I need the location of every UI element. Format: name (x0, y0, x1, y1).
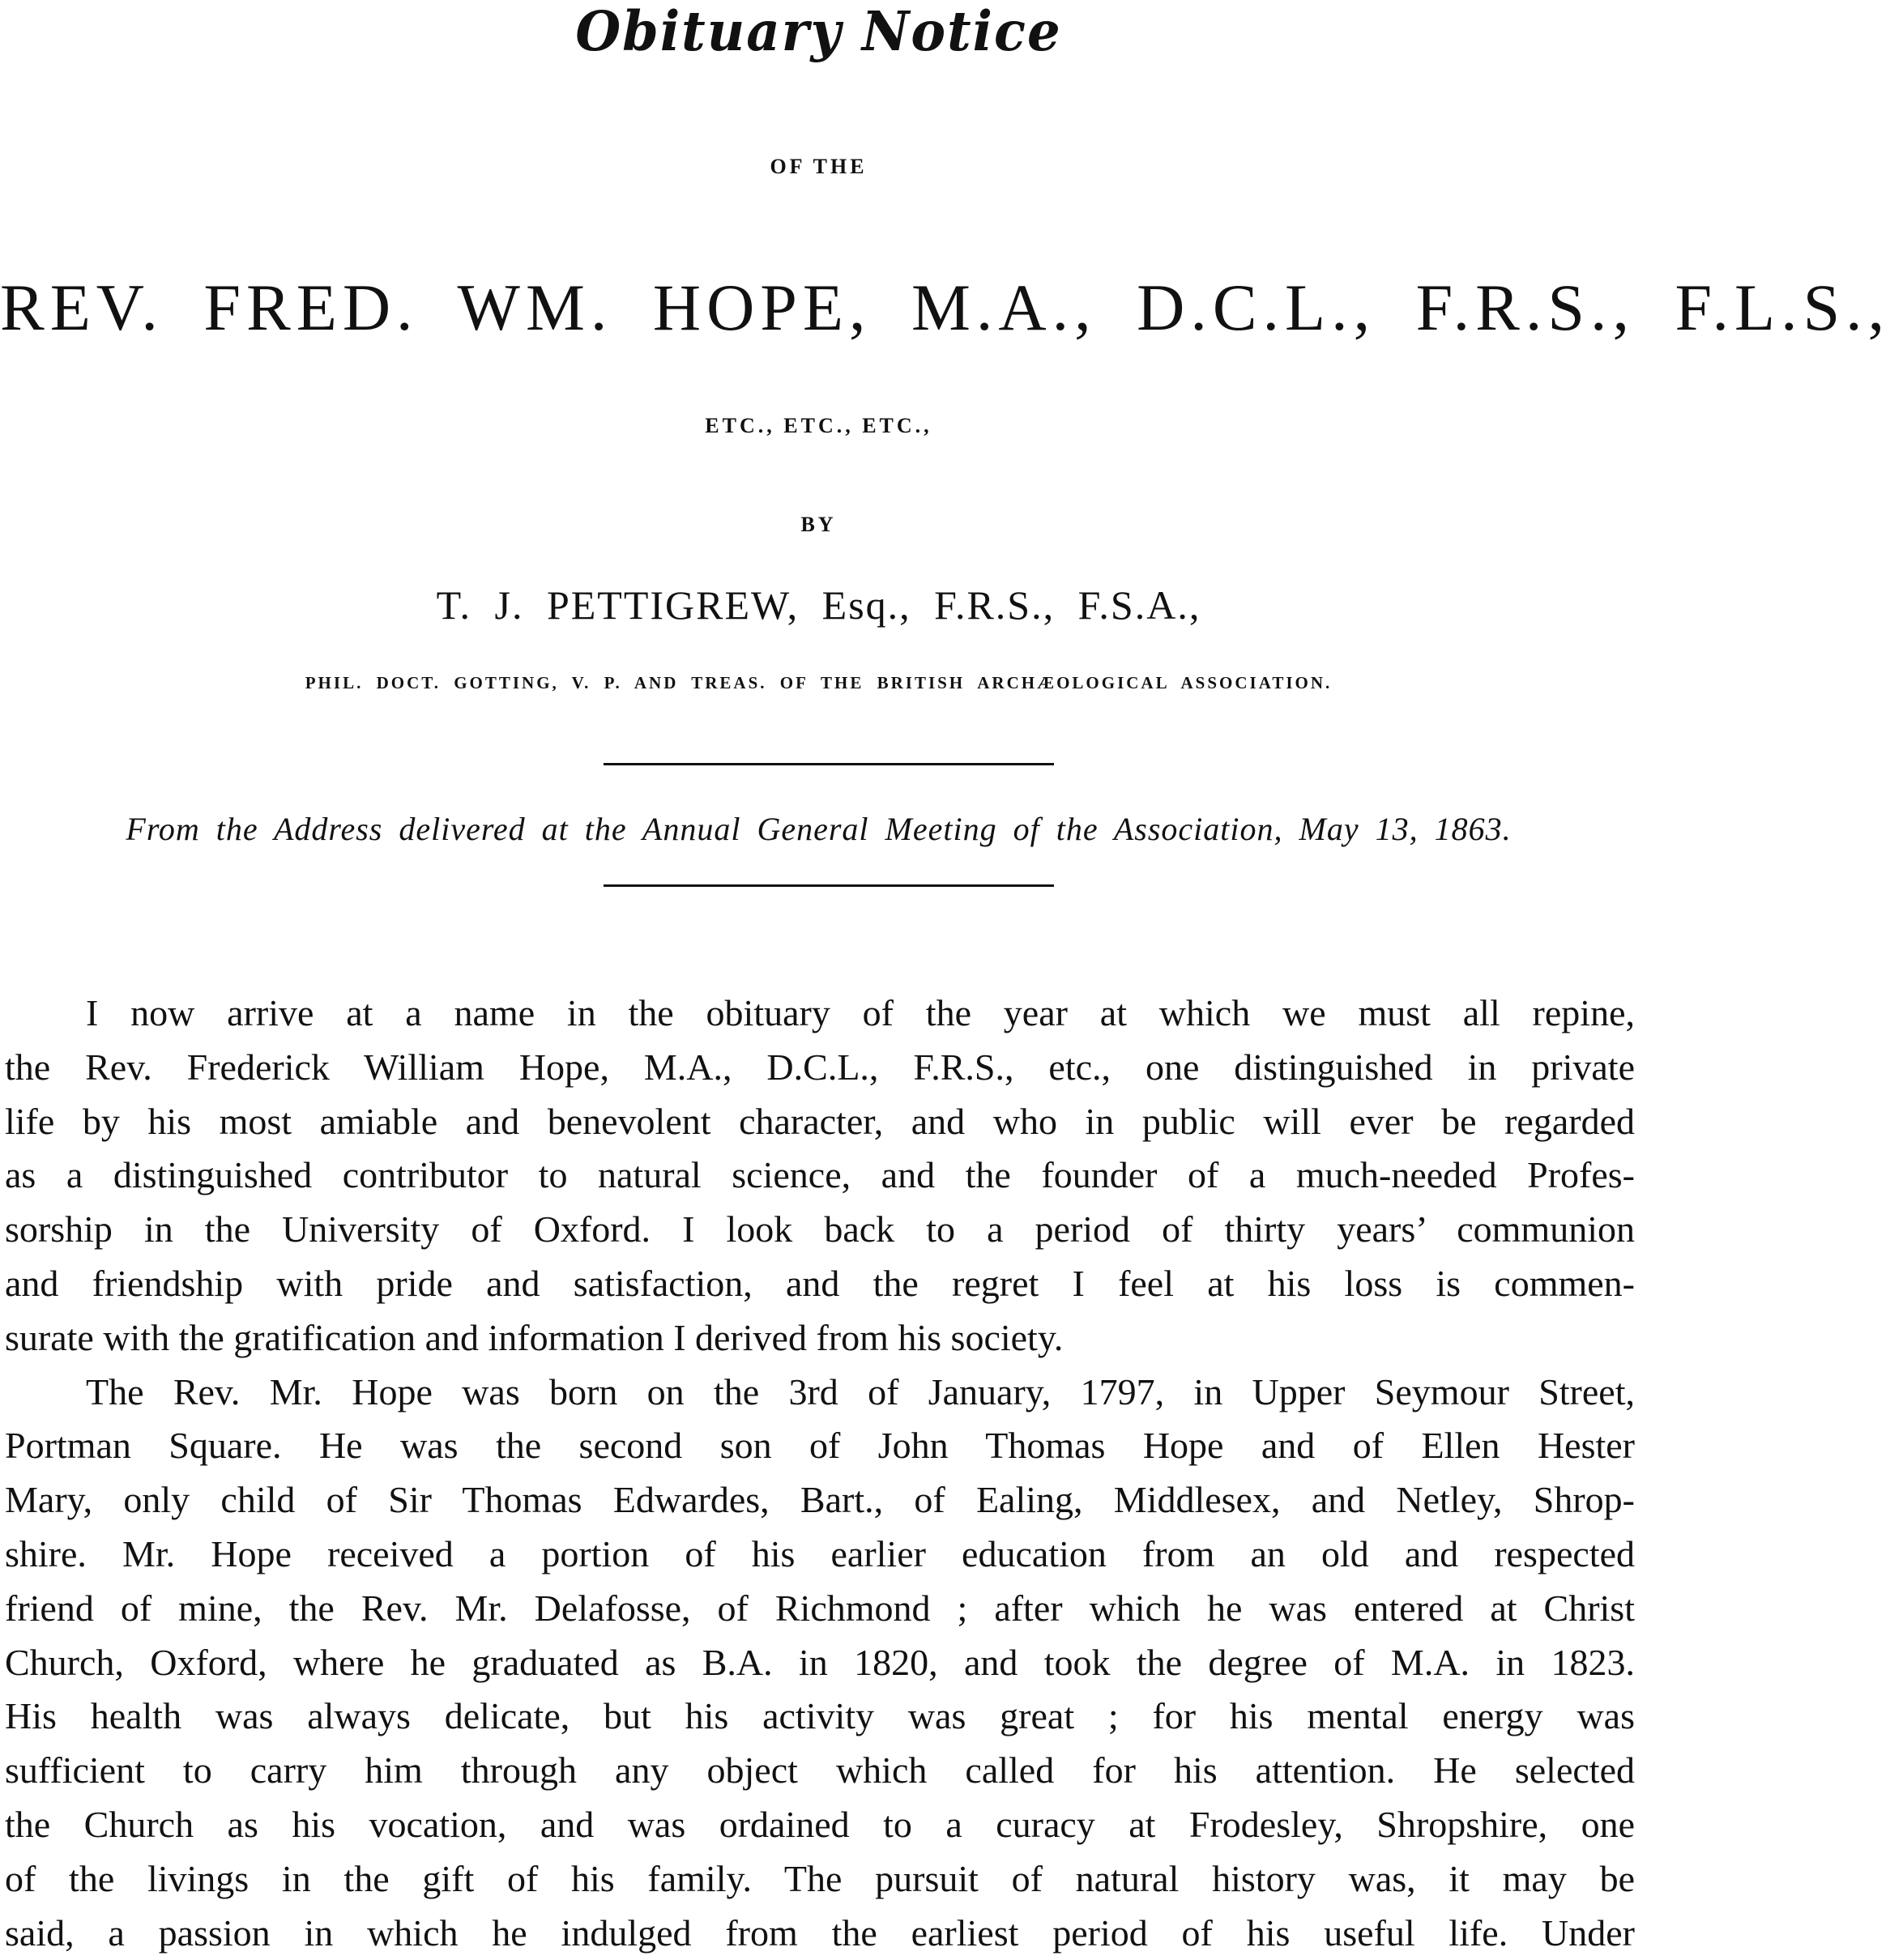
text-line: sufficient to carry him through any object which called for his attention. He selected (5, 1749, 1635, 1792)
text-line: The Rev. Mr. Hope was born on the 3rd of January, 1797, in Upper Seymour Street, (86, 1370, 1635, 1412)
of-the-label: OF THE (770, 155, 868, 178)
text-line: sorship in the University of Oxford. I look back to a period of thirty years’ communion (5, 1208, 1635, 1251)
text-line: surate with the gratification and information I derived from his society. (5, 1316, 1064, 1358)
text-line: the Rev. Frederick William Hope, M.A., D.C.L., F.R.S., etc., one distinguished in private (5, 1046, 1635, 1088)
address-subtitle: From the Address delivered at the Annual General Meeting of the Association, May 13, 1863. (126, 811, 1512, 847)
text-line: as a distinguished contributor to natural science, and the founder of a much-needed Profes- (5, 1154, 1635, 1196)
text-line: said, a passion in which he indulged from the earliest period of his useful life. Under (5, 1911, 1635, 1954)
subject-name: REV. FRED. WM. HOPE, M.A., D.C.L., F.R.S., F.L.S., (0, 271, 1890, 344)
divider-rule-top (604, 763, 1054, 765)
etc-line: ETC., ETC., ETC., (705, 414, 932, 437)
text-line: Mary, only child of Sir Thomas Edwardes, Bart., of Ealing, Middlesex, and Netley, Shrop- (5, 1479, 1635, 1521)
by-label: BY (800, 513, 837, 536)
text-line: Church, Oxford, where he graduated as B.A. in 1820, and took the degree of M.A. in 1823. (5, 1641, 1635, 1683)
text-line: Portman Square. He was the second son of John Thomas Hope and of Ellen Hester (5, 1425, 1635, 1467)
divider-rule-bottom (604, 884, 1054, 887)
text-line: friend of mine, the Rev. Mr. Delafosse, of Richmond ; after which he was entered at Christ (5, 1587, 1635, 1629)
text-line: and friendship with pride and satisfaction, and the regret I feel at his loss is commen- (5, 1262, 1635, 1304)
text-line: I now arrive at a name in the obituary of the year at which we must all repine, (86, 992, 1635, 1033)
author-name: T. J. PETTIGREW, Esq., F.R.S., F.S.A., (436, 582, 1201, 628)
paragraph-2 (5, 1366, 1635, 1960)
author-affiliation: PHIL. DOCT. GOTTING, V. P. AND TREAS. OF THE BRITISH ARCHÆOLOGICAL ASSOCIATION. (305, 673, 1333, 692)
text-line: of the livings in the gift of his family. The pursuit of natural history was, it may be (5, 1857, 1635, 1899)
text-line: the Church as his vocation, and was ordained to a curacy at Frodesley, Shropshire, one (5, 1803, 1635, 1845)
paragraph-1 (5, 986, 1635, 1366)
text-line: His health was always delicate, but his activity was great ; for his mental energy was (5, 1695, 1635, 1737)
obituary-title: Obituary Notice (575, 0, 1062, 64)
text-line: life by his most amiable and benevolent character, and who in public will ever be regarded (5, 1100, 1635, 1142)
text-line: shire. Mr. Hope received a portion of his earlier education from an old and respected (5, 1532, 1635, 1574)
body-text (5, 986, 1635, 1960)
